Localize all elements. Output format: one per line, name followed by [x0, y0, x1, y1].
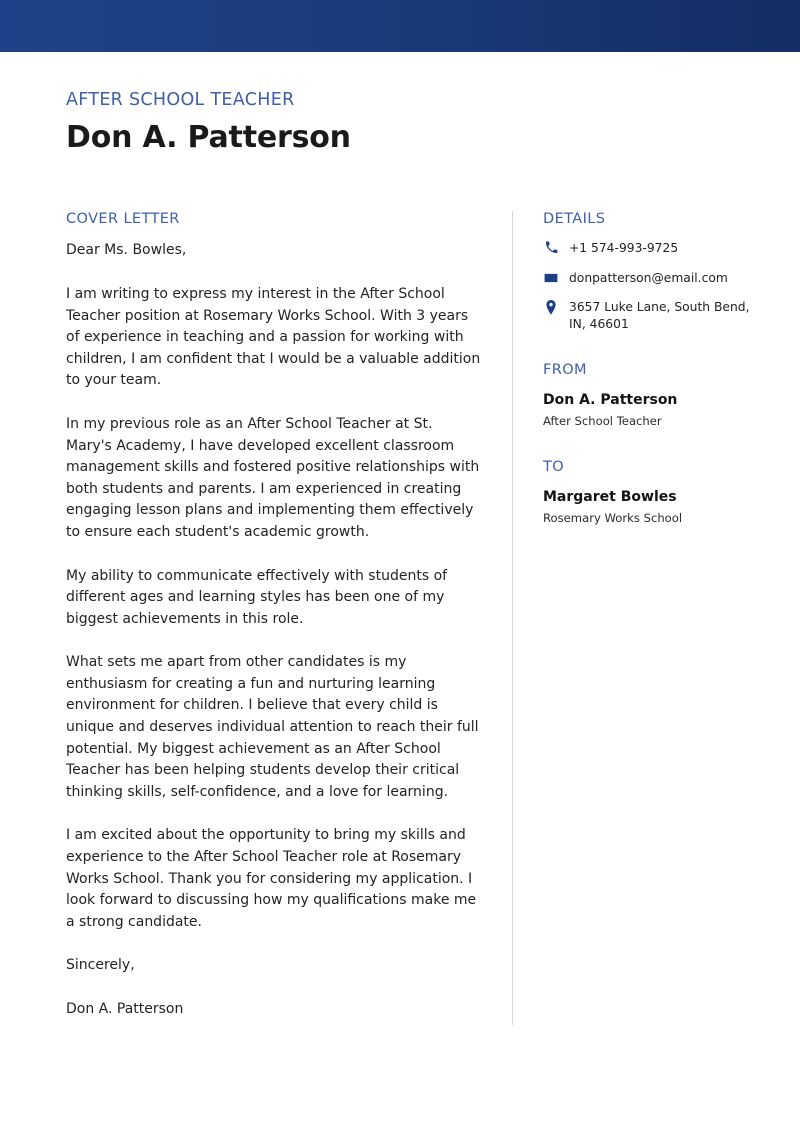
header-accent-band: [0, 0, 800, 52]
cover-letter-column: [66, 211, 482, 1021]
map-pin-icon: [543, 299, 559, 315]
letter-paragraph: I am writing to express my interest in the After School Teacher position at Rosemary Works School. With 3 years of experience in teaching and a passion for working with children, I am confident that I would be a valuable addition to your team.: [66, 285, 481, 389]
letter-paragraph: I am excited about the opportunity to bring my skills and experience to the After School Teacher role at Rosemary Works School. Thank you for considering my application. I look forward to discussing how my qualifications make me a strong candidate.: [66, 827, 477, 930]
letter-signature: Don A. Patterson: [66, 1001, 184, 1018]
envelope-icon: [543, 270, 559, 285]
detail-row-phone: [543, 240, 758, 257]
document-header: [66, 52, 766, 156]
from-role: After School Teacher: [543, 414, 662, 429]
letter-closing: Sincerely,: [66, 957, 135, 974]
page-title: Don A. Patterson: [66, 120, 351, 155]
from-name: Don A. Patterson: [543, 391, 678, 408]
to-heading: TO: [543, 459, 565, 476]
job-title: AFTER SCHOOL TEACHER: [66, 90, 295, 110]
phone-icon: [543, 240, 559, 254]
details-heading: DETAILS: [543, 211, 606, 227]
detail-row-email: [543, 270, 758, 287]
details-section: [543, 211, 758, 332]
from-section: [543, 362, 758, 429]
from-heading: FROM: [543, 362, 587, 379]
letter-salutation: Dear Ms. Bowles,: [66, 242, 187, 259]
to-name: Margaret Bowles: [543, 488, 677, 505]
to-section: [543, 459, 758, 526]
letter-paragraph: What sets me apart from other candidates is my enthusiasm for creating a fun and nurturing learning environment for children. I believe that every child is unique and deserves individual attention to reach their full potential. My biggest achievement as an After School Teacher has been helping students develop their critical thinking skills, self-confidence, and a love for learning.: [66, 654, 479, 800]
phone-value: +1 574-993-9725: [569, 241, 679, 256]
cover-letter-heading: COVER LETTER: [66, 211, 180, 227]
email-value: donpatterson@email.com: [569, 270, 728, 285]
letter-paragraph: In my previous role as an After School Teacher at St. Mary's Academy, I have developed excellent classroom management skills and fostered positive relationships with both students and parents. I am experienced in creating engaging lesson plans and implementing them effectively to ensure each student's academic growth.: [66, 415, 480, 540]
address-value: 3657 Luke Lane, South Bend, IN, 46601: [569, 300, 750, 331]
letter-paragraph: My ability to communicate effectively with students of different ages and learning styles has been one of my biggest achievements in this role.: [66, 567, 448, 627]
detail-row-address: [543, 299, 758, 332]
column-divider: [512, 211, 513, 1025]
sidebar-column: [543, 211, 758, 526]
cover-letter-body: [66, 240, 482, 1020]
to-organization: Rosemary Works School: [543, 511, 683, 526]
